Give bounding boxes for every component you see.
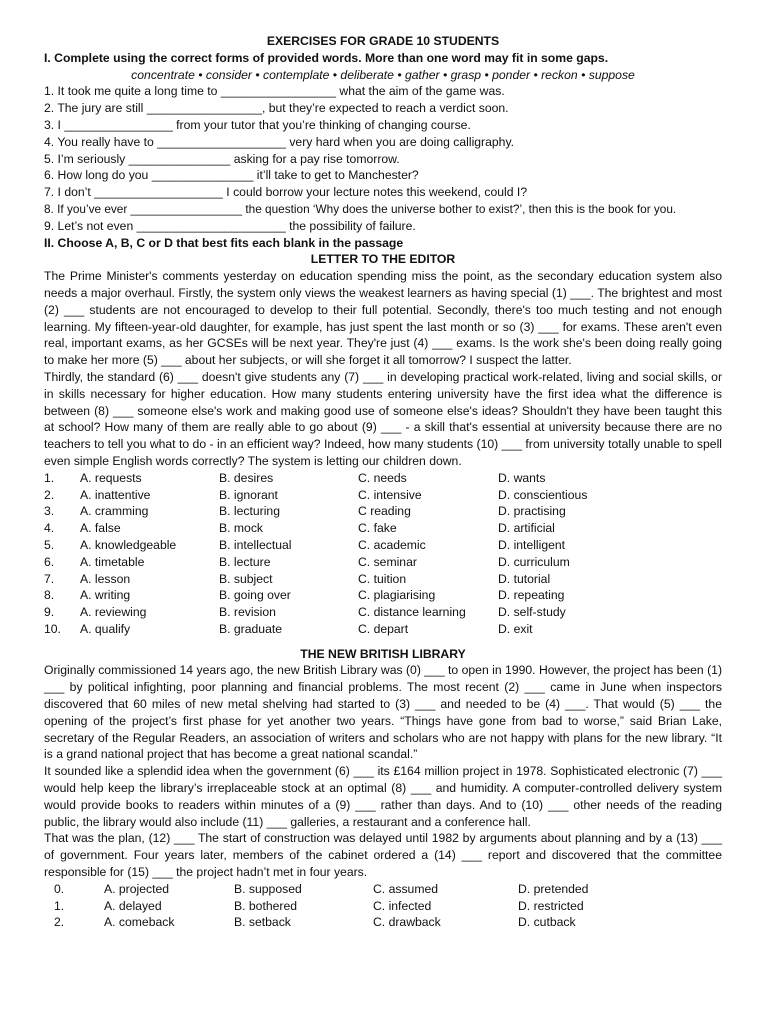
option-row: [44, 604, 722, 621]
exercise-item-3: 3. I ________________ from your tutor that you’re thinking of changing course.: [44, 117, 471, 132]
passage2-options-table: [44, 881, 722, 931]
passage1-options-table: [44, 470, 722, 638]
option-a: A. lesson: [80, 571, 131, 586]
option-c: C. plagiarising: [358, 588, 436, 603]
option-row: [44, 621, 722, 638]
passage2-title: THE NEW BRITISH LIBRARY: [300, 646, 466, 661]
option-c: C. infected: [373, 898, 432, 913]
option-a: A. delayed: [104, 898, 162, 913]
option-number: 10.: [44, 621, 61, 636]
option-row: [44, 571, 722, 588]
option-d: D. cutback: [518, 915, 576, 930]
option-a: A. timetable: [80, 554, 145, 569]
option-b: B. going over: [219, 588, 291, 603]
option-number: 1.: [54, 898, 65, 913]
option-d: D. tutorial: [498, 571, 551, 586]
option-c: C. assumed: [373, 881, 439, 896]
option-b: B. lecture: [219, 554, 271, 569]
option-a: A. cramming: [80, 504, 149, 519]
option-d: D. repeating: [498, 588, 565, 603]
exercise-item-6: 6. How long do you _______________ it’ll take to get to Manchester?: [44, 168, 419, 183]
option-row: [44, 503, 722, 520]
option-c: C reading: [358, 504, 411, 519]
option-d: D. artificial: [498, 521, 555, 536]
option-a: A. inattentive: [80, 487, 151, 502]
option-row: [44, 914, 722, 931]
option-c: C. drawback: [373, 915, 441, 930]
option-a: A. qualify: [80, 621, 131, 636]
option-number: 4.: [44, 521, 55, 536]
option-c: C. distance learning: [358, 605, 466, 620]
word-bank: concentrate • consider • contemplate • deliberate • gather • grasp • ponder • reckon • suppose: [131, 67, 635, 82]
option-row: [44, 487, 722, 504]
option-number: 7.: [44, 571, 55, 586]
option-d: D. restricted: [518, 898, 584, 913]
option-c: C. intensive: [358, 487, 422, 502]
option-c: C. seminar: [358, 554, 417, 569]
option-d: D. intelligent: [498, 537, 566, 552]
option-number: 5.: [44, 537, 55, 552]
option-b: B. desires: [219, 470, 274, 485]
section1-items: [44, 83, 722, 234]
option-a: A. requests: [80, 470, 142, 485]
option-b: B. intellectual: [219, 537, 292, 552]
option-b: B. lecturing: [219, 504, 280, 519]
section1-heading: I. Complete using the correct forms of provided words. More than one word may fit in some gaps.: [44, 50, 609, 65]
exercise-item-5: 5. I’m seriously _______________ asking for a pay rise tomorrow.: [44, 151, 400, 166]
option-a: A. knowledgeable: [80, 537, 177, 552]
option-c: C. depart: [358, 621, 409, 636]
option-d: D. exit: [498, 621, 533, 636]
exercise-item-4: 4. You really have to ___________________ very hard when you are doing calligraphy.: [44, 134, 515, 149]
option-a: A. comeback: [104, 915, 175, 930]
option-b: B. bothered: [234, 898, 298, 913]
option-row: [44, 470, 722, 487]
option-b: B. ignorant: [219, 487, 278, 502]
option-b: B. supposed: [234, 881, 302, 896]
option-row: [44, 881, 722, 898]
option-row: [44, 587, 722, 604]
option-a: A. reviewing: [80, 605, 147, 620]
option-b: B. revision: [219, 605, 276, 620]
option-number: 9.: [44, 605, 55, 620]
option-d: D. curriculum: [498, 554, 570, 569]
option-d: D. conscientious: [498, 487, 588, 502]
passage2-paragraph-2: It sounded like a splendid idea when the government (6) ___ its £164 million project in 1978. Sophisticated electronic (7) ___ would help keep the library’s irreplaceable stock at an optimal (8) ___ and humidity. A computer-controlled delivery system would provide books to readers within minutes of a (9) ___ rather than days. And to (10) ___ other needs of the reading public, the library would also include (11) ___ galleries, a restaurant and a conference hall.: [44, 764, 722, 829]
exercise-item-2: 2. The jury are still _________________, but they’re expected to reach a verdict soon.: [44, 101, 509, 116]
option-c: C. needs: [358, 470, 407, 485]
option-a: A. false: [80, 521, 121, 536]
option-d: D. pretended: [518, 881, 589, 896]
option-d: D. wants: [498, 470, 546, 485]
option-number: 1.: [44, 470, 55, 485]
option-c: C. tuition: [358, 571, 407, 586]
passage1-paragraph-2: Thirdly, the standard (6) ___ doesn't give students any (7) ___ in developing practical work-related, living and social skills, or in skills necessary for higher education. How many students entering university have the first idea what the difference is between (8) ___ someone else's work and making good use of someone else's ideas? Shouldn't they have been taught this at school? How many of them are really able to go about (9) ___ - a skill that's essential at university because there are no teachers to tell you what to do - in an efficient way? Indeed, how many students (10) ___ from university totally unable to spell even simple English words correctly? The system is letting our children down.: [44, 369, 722, 468]
exercise-item-8: 8. If you’ve ever _________________ the question ‘Why does the universe bother to exist?’, then this is the book for you.: [44, 201, 677, 216]
exercise-item-7: 7. I don’t ___________________ I could borrow your lecture notes this weekend, could I?: [44, 185, 528, 200]
option-row: [44, 520, 722, 537]
passage1-title: LETTER TO THE EDITOR: [310, 252, 456, 267]
option-b: B. graduate: [219, 621, 283, 636]
option-b: B. setback: [234, 915, 291, 930]
option-number: 8.: [44, 588, 55, 603]
worksheet-title: EXERCISES FOR GRADE 10 STUDENTS: [266, 34, 500, 48]
option-c: C. fake: [358, 521, 397, 536]
option-d: D. self-study: [498, 605, 566, 620]
option-a: A. projected: [104, 881, 170, 896]
passage1-paragraph-1: The Prime Minister's comments yesterday on education spending miss the point, as the secondary education system also needs a major overhaul. Firstly, the system only views the weakest learners as having special (1) ___. The brightest and most (2) ___ students are not encouraged to develop to their full potential. Secondly, there's too much testing and not enough learning. My fifteen-year-old daughter, for example, has just spent the last month or so (3) ___ for exams. These aren't even real, important exams, as her GCSEs will be next year. They're just (4) ___ exams. Is the work she's been doing really going to make her more (5) ___ about her subjects, or will she forget it all tomorrow? I suspect the latter.: [44, 269, 722, 368]
option-number: 3.: [44, 504, 55, 519]
exercise-item-9: 9. Let’s not even ______________________ the possibility of failure.: [44, 218, 416, 233]
option-b: B. subject: [219, 571, 273, 586]
option-row: [44, 554, 722, 571]
option-c: C. academic: [358, 537, 426, 552]
passage2-paragraph-1: Originally commissioned 14 years ago, the new British Library was (0) ___ to open in 1990. However, the project has been (1) ___ by political infighting, poor planning and financial problems. The most recent (2) ___ came in June when inspectors discovered that 60 miles of new metal shelving had started to (3) ___ and needed to be (4) ___. That would (5) ___ the opening of the project’s first phase for yet another two years. “Things have gone from bad to worse,” said Brian Lake, secretary of the Regular Readers, an association of writers and scholars who are not happy with plans for the new library. “It is a grand national project that has become a great national scandal.”: [44, 663, 722, 762]
option-row: [44, 898, 722, 915]
option-number: 0.: [54, 881, 65, 896]
option-number: 2.: [54, 915, 65, 930]
option-row: [44, 537, 722, 554]
option-d: D. practising: [498, 504, 566, 519]
section2-heading: II. Choose A, B, C or D that best fits each blank in the passage: [44, 235, 404, 250]
exercise-item-1: 1. It took me quite a long time to _________________ what the aim of the game was.: [44, 84, 505, 99]
option-b: B. mock: [219, 521, 264, 536]
option-a: A. writing: [80, 588, 131, 603]
option-number: 6.: [44, 554, 55, 569]
passage2-paragraph-3: That was the plan, (12) ___ The start of construction was delayed until 1982 by arguments about planning and by a (13) ___ of government. Four years later, members of the cabinet ordered a (14) ___ report and discovered that the committee responsible for (15) ___ the project hadn’t met in four years.: [44, 831, 722, 880]
worksheet-page: [44, 33, 722, 931]
option-number: 2.: [44, 487, 55, 502]
